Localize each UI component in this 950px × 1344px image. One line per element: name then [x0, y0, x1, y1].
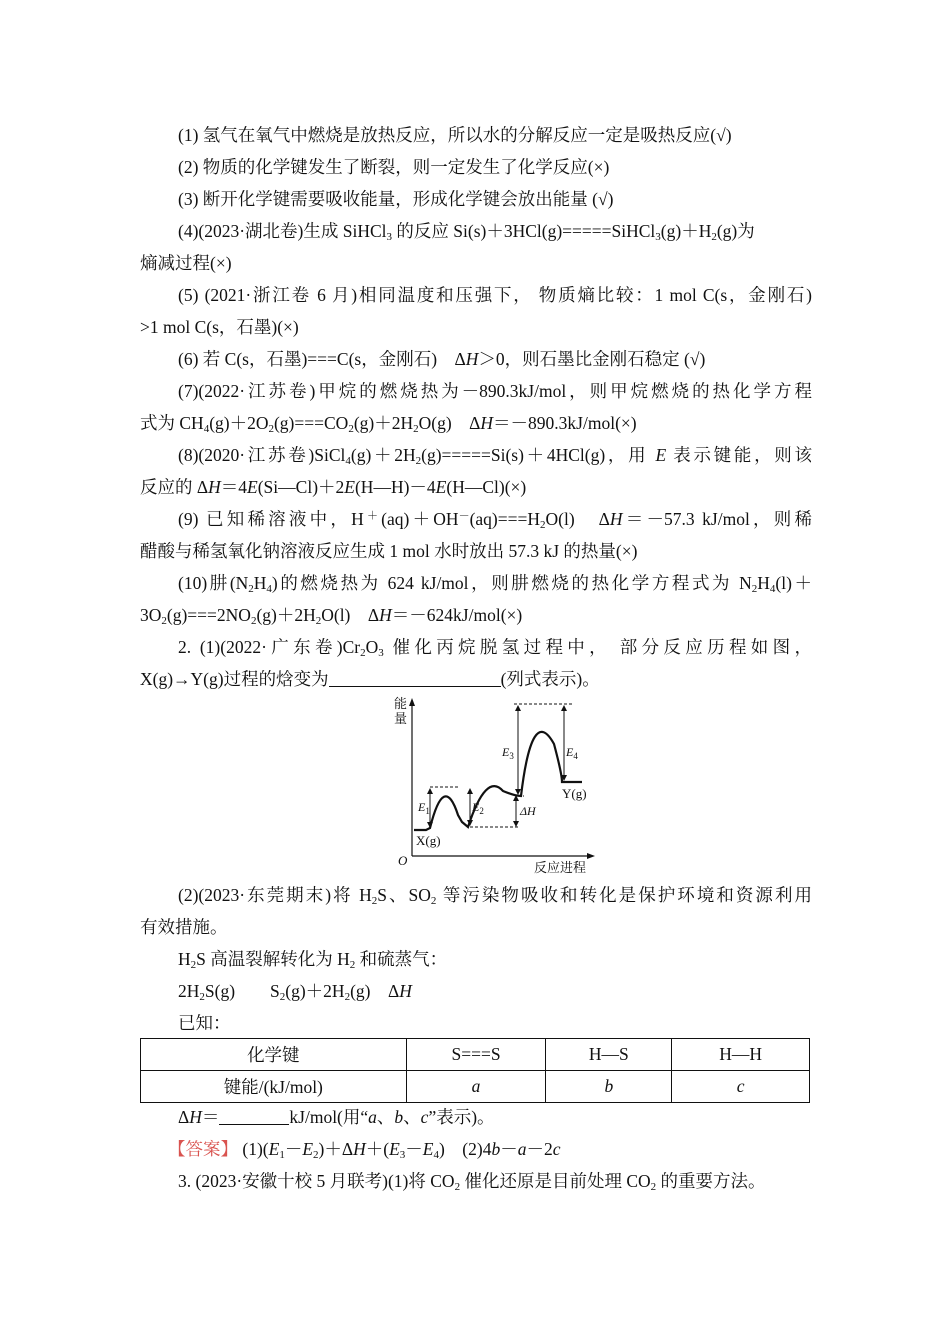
table-cell: c: [672, 1071, 810, 1103]
item-1: (1) 氢气在氧气中燃烧是放热反应，所以水的分解反应一定是吸热反应(√): [178, 125, 732, 145]
item-9-cont: 醋酸与稀氢氧化钠溶液反应生成 1 mol 水时放出 57.3 kJ 的热量(×): [140, 541, 638, 561]
table-row: [141, 1071, 810, 1103]
table-header: H—H: [672, 1039, 810, 1071]
item-4: (4)(2023·湖北卷)生成 SiHCl$_3$ 的反应 $Si(s)+3HCl(g)=====SiHCl_3(g)+H_2(g)$为: [178, 221, 755, 243]
origin-label: O: [398, 853, 408, 868]
table-header: H—S: [546, 1039, 672, 1071]
answer-tag: 【答案】: [168, 1139, 238, 1159]
item-8: (8)(2020·江苏卷)$SiCl_4(g)+2H_2(g)=====Si(s)+4HCl(g)$，用 E 表示键能，则该: [178, 445, 813, 467]
item-4-cont: 熵减过程(×): [140, 253, 232, 273]
question-2-part2: (2)(2023·东莞期末)将 $H_2S$、$SO_2$ 等污染物吸收和转化是保护环境和资源利用: [178, 885, 813, 907]
item-5: (5) (2021·浙江卷 6 月)相同温度和压强下， 物质熵比较：1 mol C(s，金刚石): [178, 285, 812, 305]
x-axis-label: 反应进程: [534, 860, 587, 875]
question-2-part2-desc: $H_2S$ 高温裂解转化为 $H_2$ 和硫蒸气：: [178, 949, 448, 971]
item-7-cont: 式为 $CH_4(g)+2O_2(g)===CO_2(g)+2H_2O(g)$ ΔH＝－890.3kJ/mol(×): [140, 413, 637, 435]
question-2-part2-cont: 有效措施。: [140, 917, 228, 937]
answer-line: 【答案】 $(1)(E_1-E_2)+\Delta H+(E_3-E_4)$ (2)4b－a－2c: [168, 1139, 561, 1161]
answer-blank-2[interactable]: [219, 1108, 289, 1125]
start-state-label: X(g): [416, 833, 441, 848]
table-header: 化学键: [141, 1039, 407, 1071]
table-cell: a: [406, 1071, 546, 1103]
item-9: (9) 已知稀溶液中，$H^+(aq)+OH^-(aq)===H_2O(l)$ ΔH＝－57.3 kJ/mol，则稀: [178, 509, 812, 531]
e3-label: $E_3$: [502, 745, 514, 761]
question-2-part1: X(g)→Y(g)过程的焓变为 (列式表示)。: [140, 669, 600, 689]
item-7: (7)(2022·江苏卷)甲烷的燃烧热为－890.3kJ/mol，则甲烷燃烧的热化学方程: [178, 381, 812, 401]
x-axis-arrow: [587, 853, 595, 859]
item-6: (6) 若 C(s，石墨)===C(s，金刚石) ΔH＞0，则石墨比金刚石稳定 (√): [178, 349, 706, 369]
table-header: S===S: [406, 1039, 546, 1071]
y-axis-label-2: 量: [394, 711, 408, 726]
energy-profile-diagram: [392, 694, 602, 876]
bond-energy-table: [140, 1038, 810, 1103]
table-cell: b: [546, 1071, 672, 1103]
item-5-cont: >1 mol C(s，石墨)(×): [140, 317, 299, 337]
table-row-label: 键能/(kJ/mol): [141, 1071, 407, 1103]
question-2-part2-ask: ΔH＝ kJ/mol(用“a、b、c”表示)。: [178, 1107, 495, 1127]
e2-label: $E_2$: [472, 800, 484, 816]
table-header-row: [141, 1039, 810, 1071]
answer-blank[interactable]: [329, 670, 501, 687]
item-2: (2) 物质的化学键发生了断裂，则一定发生了化学反应(×): [178, 157, 610, 177]
question-2-equation: $2H_2S(g)$ $S_2(g)+2H_2(g)$ ΔH: [178, 981, 412, 1003]
question-2-intro: 2. (1)(2022·广东卷)$Cr_2O_3$ 催化丙烷脱氢过程中， 部分反应历程如图，: [178, 637, 813, 659]
y-axis-label-1: 能: [394, 696, 408, 711]
y-axis-arrow: [409, 698, 415, 706]
e1-label: $E_1$: [418, 800, 430, 816]
energy-curve: [414, 732, 582, 830]
e4-label: $E_4$: [566, 745, 578, 761]
dh-label: ΔH: [520, 804, 536, 818]
item-3: (3) 断开化学键需要吸收能量，形成化学键会放出能量 (√): [178, 189, 614, 209]
item-10: (10)肼$(N_2H_4)$的燃烧热为 624 kJ/mol，则肼燃烧的热化学方程式为 $N_2H_4(l)+$: [178, 573, 812, 595]
item-8-cont: 反应的 ΔH＝4E(Si—Cl)＋2E(H—H)－4E(H—Cl)(×): [140, 477, 527, 497]
question-3-intro: 3. (2023·安徽十校 5 月联考)(1)将 $CO_2$ 催化还原是目前处理 $CO_2$ 的重要方法。: [178, 1171, 766, 1193]
known-label: 已知：: [178, 1013, 231, 1033]
end-state-label: Y(g): [562, 786, 587, 801]
item-10-cont: $3O_2(g)===2NO_2(g)+2H_2O(l)$ ΔH＝－624kJ/mol(×): [140, 605, 523, 627]
